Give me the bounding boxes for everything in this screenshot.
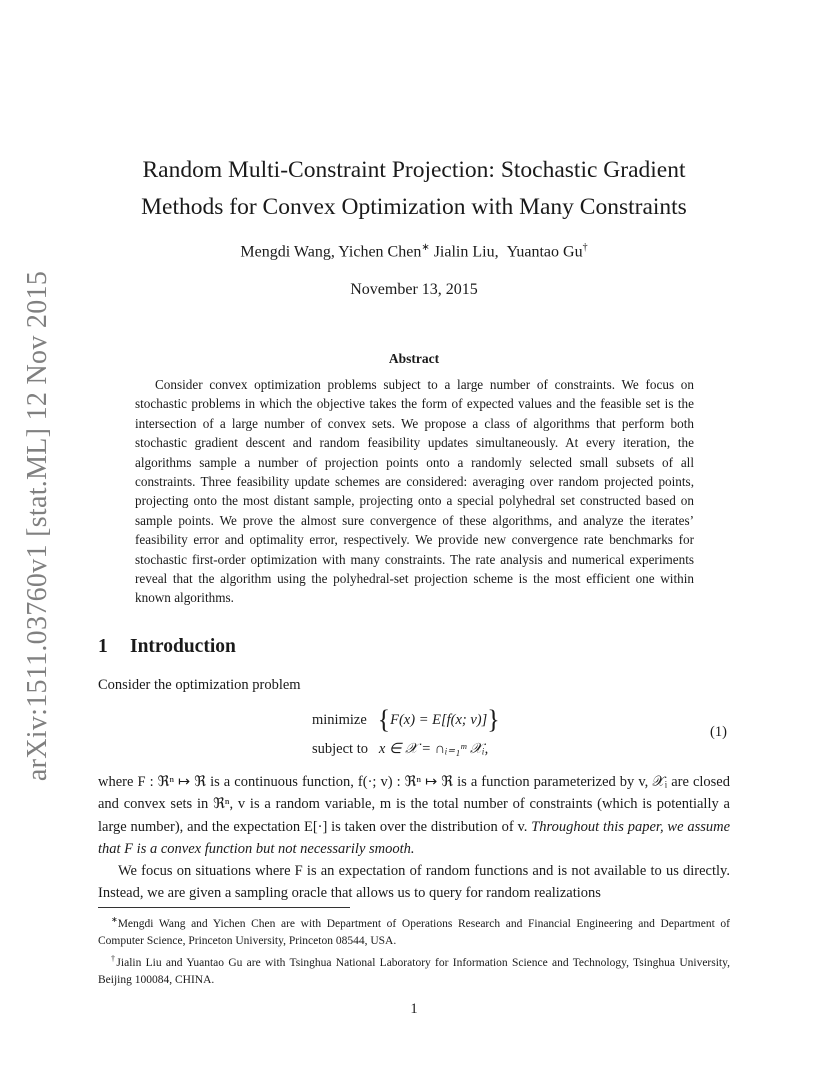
arxiv-stamp: arXiv:1511.03760v1 [stat.ML] 12 Nov 2015 xyxy=(22,270,53,782)
footnote-2-text: Jialin Liu and Yuantao Gu are with Tsinghua National Laboratory for Information Science and Technology, Tsinghua University, Beijing 100084, CHINA. xyxy=(98,957,730,987)
author-4: Yuantao Gu xyxy=(506,243,583,261)
equation-constraint-row xyxy=(312,741,488,758)
section-title: Introduction xyxy=(130,636,236,657)
abstract-text: Consider convex optimization problems subject to a large number of constraints. We focus on stochastic problems in which the objective takes the form of expected values and the feasible set is the intersection of a large number of convex sets. We propose a class of algorithms that perform both stochastic gradient descent and random feasibility updates simultaneously. At every iteration, the algorithms sample a number of projection points onto a randomly selected small subsets of all constraints. Three feasibility update schemes are considered: averaging over random projected points, projecting onto the most distant sample, projecting onto a special polyhedral set constructed based on sample points. We prove the almost sure convergence of these algorithms, and analyze the iterates’ feasibility error and optimality error, respectively. We provide new convergence rate benchmarks for stochastic first-order optimization with many constraints. The rate analysis and numerical experiments reveal that the algorithm using the polyhedral-set projection scheme is the most efficient one within known algorithms. xyxy=(135,377,694,606)
author-list xyxy=(98,242,730,261)
footnote-rule xyxy=(98,907,350,908)
author-2: Yichen Chen xyxy=(338,243,422,261)
equation-objective-row xyxy=(312,705,500,735)
page-number: 1 xyxy=(410,1001,418,1017)
section-number: 1 xyxy=(98,636,108,657)
title-line-1: Random Multi-Constraint Projection: Stochastic Gradient xyxy=(142,157,686,183)
footnote-2 xyxy=(98,950,730,989)
footnotes xyxy=(98,911,730,989)
abstract-heading: Abstract xyxy=(388,351,440,366)
right-brace: } xyxy=(487,705,500,734)
intro-lead: Consider the optimization problem xyxy=(98,677,301,693)
author-1: Mengdi Wang, xyxy=(240,243,335,261)
section-heading xyxy=(98,636,236,658)
subject-to-label: subject to xyxy=(312,741,368,757)
body-paragraph-2: We focus on situations where F is an expectation of random functions and is not available to us directly. Instead, we are given a sampling oracle that allows us to query for random realizations xyxy=(98,863,730,902)
footnote-1-mark: ∗ xyxy=(111,915,118,924)
convexity-assumption: Throughout this paper, we assume that F is a convex function but not necessarily smooth. xyxy=(98,818,731,857)
constraint-expression: x ∈ 𝒳 = ∩ᵢ₌₁ᵐ 𝒳ᵢ, xyxy=(378,741,489,757)
objective-expression: F(x) = E[f(x; v)] xyxy=(390,712,488,728)
footnote-1-text: Mengdi Wang and Yichen Chen are with Department of Operations Research and Financial Engineering and Department of Computer Science, Princeton University, Princeton 08544, USA. xyxy=(98,917,730,948)
author-3: Jialin Liu, xyxy=(433,243,499,261)
paper-date: November 13, 2015 xyxy=(350,281,478,298)
author-4-footnote-mark: † xyxy=(582,242,588,253)
body-paragraph-1-text: where F : ℜⁿ ↦ ℜ is a continuous function, f(·; v) : ℜⁿ ↦ ℜ is a function parameterized by v, 𝒳ᵢ are closed and convex sets in ℜⁿ, v is a random variable, m is the total number of constraints (which is potentially a large number), and the expectation E[·] is taken over the distribution of v. xyxy=(98,774,730,835)
author-2-footnote-mark: ∗ xyxy=(421,242,430,253)
equation-number: (1) xyxy=(710,724,727,740)
minimize-label: minimize xyxy=(312,712,367,728)
intro-body xyxy=(98,771,730,905)
left-brace: { xyxy=(377,705,391,734)
paper-title xyxy=(98,152,730,226)
body-paragraph-1 xyxy=(98,771,730,860)
footnote-2-mark: † xyxy=(111,954,117,964)
title-line-2: Methods for Convex Optimization with Many Constraints xyxy=(141,194,687,220)
footnote-1 xyxy=(98,911,730,950)
abstract-body xyxy=(135,375,694,608)
